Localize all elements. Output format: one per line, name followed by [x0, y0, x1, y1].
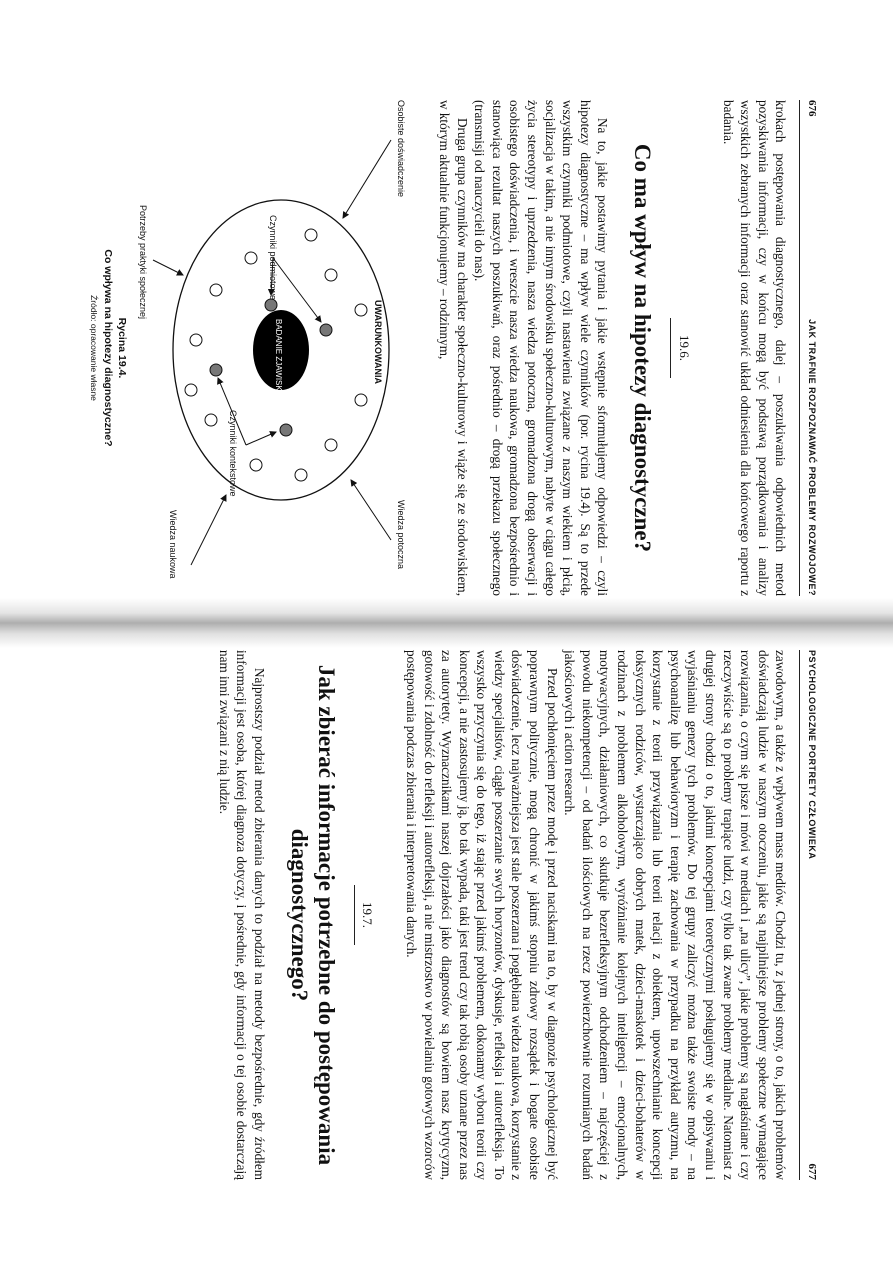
outer-label-science: Wiedza naukowa: [168, 510, 179, 579]
page-number: 676: [806, 100, 818, 117]
paragraph: Najprostszy podział metod zbierania danych to podział na metody bezpośrednie, gdy źródłem informacji jest osoba, której diagnoza dotyczy, i pośrednie, gdy informacji o tej osobie dostarczają nam inni związani z nią ludzie.: [216, 650, 267, 1180]
outer-label-needs: Potrzeby praktyki społecznej: [138, 205, 149, 320]
paragraph: Na to, jakie postawimy pytania i jakie wstępnie sformułujemy odpowiedzi – czyli hipotezy diagnostyczne – ma wpływ wiele czynników (por. rycina 19.4). Są to przede wszystkim czynniki podmiotowe, czyli nastawienia związane z naszym wiekiem i płcią, socjalizacja w takim, a nie innym środowisku społeczno-kulturowym, nabyte w ciągu całego życia stereotypy i uprzedzenia, nasza wiedza potoczna, gromadzona drogą obserwacji i osobistego doświadczenia, i wreszcie nasza wiedza naukowa, gromadzona bezpośrednio i stanowiąca rezultat naszych poszukiwań, oraz pośrednio – drogą przekazu społecznego (transmisji od nauczycieli do nas).: [472, 100, 611, 596]
frame-label: UWARUNKOWANIA: [373, 300, 384, 384]
inner-label-context: Czynniki kontekstowe: [228, 410, 239, 497]
figure-caption: [88, 100, 130, 596]
figure-19-4: [82, 100, 422, 596]
running-title: JAK TRAFNIE ROZPOZNAWAĆ PROBLEMY ROZWOJOWE?: [807, 319, 817, 596]
section-title: Jak zbierać informacje potrzebne do postępowania diagnostycznego?: [286, 664, 339, 1166]
section-number: 19.7.: [360, 902, 376, 928]
caption-title: Co wpływa na hipotezy diagnostyczne?: [102, 249, 115, 447]
left-page: [20, 100, 820, 596]
section-rule: [354, 885, 355, 945]
paragraph: Druga grupa czynników ma charakter społeczno-kulturowy i wiąże się ze środowiskiem, w którym aktualnie funkcjonujemy – rodzinnym,: [437, 100, 470, 596]
caption-source: Źródło: opracowanie własne: [89, 295, 100, 401]
running-title: PSYCHOLOGICZNE PORTRETY CZŁOWIEKA: [807, 650, 817, 860]
paragraph: Przed pochłonięciem przez modę i przed naciskami na to, by w diagnozie psychologicznej być poprawnym politycznie, mogą chronić w jakimś stopniu zdrowy rozsądek i bogate osobiste doświadczenie, lecz najważniejsza jest stale poszerzana i pogłębiana wiedza naukowa, korzystanie z wiedzy specjalistów, ciągłe poszerzanie swych horyzontów, dyskusje, refleksja i autorefleksja. To wszystko przyczynia się do tego, iż stając przed jakimś problemem, dokonamy wyboru teorii czy koncepcji, a nie zastosujemy ją, bo tak wypada, taki jest trend czy tak robią osoby uznane przez nas za autorytety. Wyznacznikami naszej dojrzałości jako diagnostów są bowiem nasz krytycyzm, gotowość i zdolność do refleksji i autorefleksji, a nie mistrzostwo w powielaniu gotowych wzorców postępowania podczas zbierania i interpretowania danych.: [403, 650, 560, 1180]
page-number: 677: [806, 1163, 818, 1180]
right-page: [60, 650, 820, 1180]
outer-label-common: Wiedza potoczna: [396, 500, 407, 570]
page-header: [799, 100, 820, 596]
page-gutter: [0, 598, 893, 648]
opening-paragraph: krokach postępowania diagnostycznego, dalej – poszukiwania odpowiednich metod pozyskiwania informacji, czy w końcu mogą być podstawą porządkowania i analizy wszystkich zebranych informacji oraz stanowić układ odniesienia dla końcowego raportu z badania.: [720, 100, 789, 596]
inner-label-subjective: Czynniki podmiotowe: [268, 215, 279, 301]
section-rule: [670, 318, 671, 378]
section-number: 19.6.: [677, 335, 693, 361]
caption-number: Rycina 19.4.: [116, 317, 129, 379]
page-header: [799, 650, 820, 1180]
center-label: BADANIE ZJAWISKA: [274, 319, 284, 397]
paragraph: zawodowym, a także z wpływem mass mediów. Chodzi tu, z jednej strony, o to, jakich problemów doświadczają ludzie w naszym otoczeniu, jakie są najpilniejsze problemy społeczne wymagające rozwiązania, o czym się pisze i mówi w mediach i „na ulicy”, jakie problemy są nagłaśniane i czy rzeczywiście są to problemy trapiące ludzi, czy tylko tak zwane problemy medialne. Natomiast z drugiej strony chodzi o to, jakimi koncepcjami teoretycznymi posługujemy się w opisywaniu i wyjaśnianiu genezy tych problemów. Do tej grupy zaliczyć można także swoiste mody – na psychoanalizę lub behawioryzm i terapię zachowania w przypadku na przykład autyzmu, na korzystanie z teorii przywiązania lub teorii relacji z obiektem, upowszechnianie koncepcji toksycznych rodziców, wystarczająco dobrych matek, dzieci-maskotek i dzieci-bohaterów w rodzinach z problemem alkoholowym, wyróżnianie kolejnych inteligencji – emocjonalnych, motywacyjnych, działaniowych, co skutkuje bezrefleksyjnym odchodzeniem – najczęściej z powodu niekompetencji – od badań ilościowych na rzecz powierzchownie rozumianych badań jakościowych i action research.: [562, 650, 789, 1180]
outer-label-experience: Osobiste doświadczenie: [396, 100, 407, 198]
section-title: Co ma wpływ na hipotezy diagnostyczne?: [630, 143, 656, 553]
